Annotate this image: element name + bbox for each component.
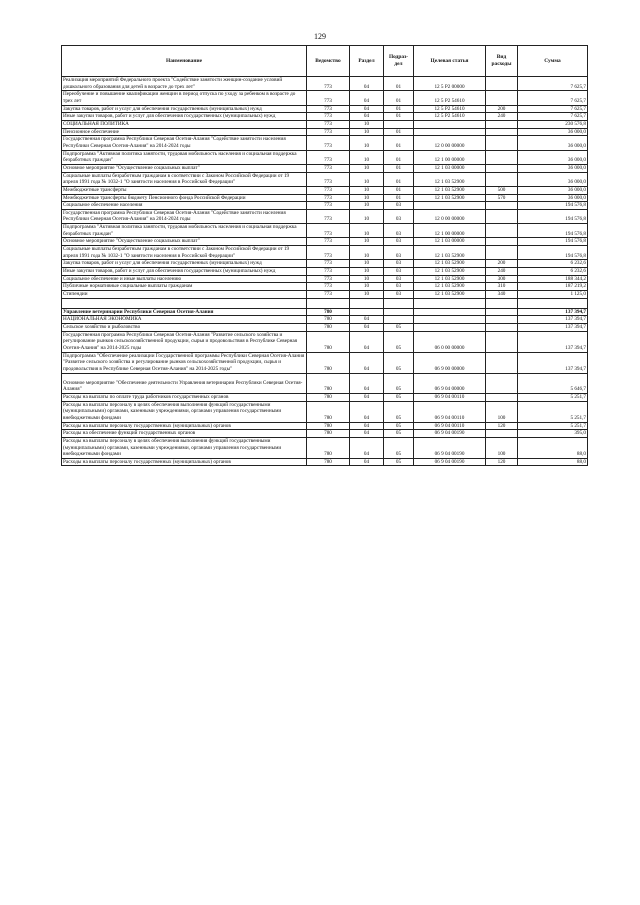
table-row <box>62 401 588 422</box>
row-sum-cell: 5 646,7 <box>518 373 588 393</box>
row-target-article-cell: 06 9 04 00190 <box>414 437 486 458</box>
row-sum-cell: 7 625,7 <box>518 91 588 105</box>
table-row <box>62 437 588 458</box>
row-vedomstvo-cell: 780 <box>307 430 350 438</box>
row-razdel-cell <box>350 298 384 308</box>
row-podrazdel-cell <box>384 120 414 128</box>
row-podrazdel-cell: 03 <box>384 268 414 276</box>
row-expense-type-cell: 120 <box>486 422 518 430</box>
row-expense-type-cell: 200 <box>486 105 518 113</box>
row-expense-type-cell: 200 <box>486 260 518 268</box>
row-vedomstvo-cell: 773 <box>307 209 350 223</box>
row-name-cell: Закупка товаров, работ и услуг для обеспечения государственных (муниципальных) нужд <box>62 260 307 268</box>
table-row <box>62 422 588 430</box>
row-vedomstvo-cell: 773 <box>307 172 350 186</box>
row-razdel-cell: 04 <box>350 324 384 332</box>
row-target-article-cell <box>414 298 486 308</box>
row-podrazdel-cell <box>384 308 414 316</box>
table-row <box>62 393 588 401</box>
row-podrazdel-cell: 03 <box>384 202 414 210</box>
row-expense-type-cell <box>486 128 518 136</box>
row-vedomstvo-cell: 780 <box>307 458 350 466</box>
row-podrazdel-cell: 03 <box>384 224 414 238</box>
row-expense-type-cell: 100 <box>486 401 518 422</box>
row-target-article-cell: 12 1 03 52900 <box>414 268 486 276</box>
table-row <box>62 105 588 113</box>
budget-table <box>61 45 588 466</box>
row-expense-type-cell: 310 <box>486 283 518 291</box>
row-razdel-cell: 10 <box>350 291 384 299</box>
row-vedomstvo-cell <box>307 298 350 308</box>
row-razdel-cell: 04 <box>350 352 384 373</box>
row-razdel-cell: 10 <box>350 136 384 150</box>
row-name-cell: Межбюджетные трансферты <box>62 186 307 194</box>
row-razdel-cell: 10 <box>350 275 384 283</box>
row-sum-cell: 395,0 <box>518 430 588 438</box>
row-sum-cell <box>518 298 588 308</box>
row-expense-type-cell <box>486 393 518 401</box>
row-razdel-cell: 10 <box>350 120 384 128</box>
row-razdel-cell: 04 <box>350 105 384 113</box>
row-vedomstvo-cell: 773 <box>307 150 350 164</box>
row-podrazdel-cell: 01 <box>384 194 414 202</box>
table-row <box>62 77 588 91</box>
row-name-cell: Основное мероприятие "Обеспечение деятельности Управления ветеринарии Республики Северная Осетия-Алания" <box>62 373 307 393</box>
row-expense-type-cell <box>486 430 518 438</box>
row-podrazdel-cell: 01 <box>384 136 414 150</box>
row-vedomstvo-cell: 773 <box>307 194 350 202</box>
header-vedomstvo: Ведомство <box>307 46 350 77</box>
row-target-article-cell: 12 1 03 52900 <box>414 283 486 291</box>
table-row <box>62 128 588 136</box>
row-razdel-cell: 04 <box>350 373 384 393</box>
table-row <box>62 308 588 316</box>
table-row <box>62 113 588 121</box>
row-sum-cell: 7 625,7 <box>518 77 588 91</box>
row-podrazdel-cell: 01 <box>384 91 414 105</box>
row-expense-type-cell <box>486 120 518 128</box>
row-name-cell: СОЦИАЛЬНАЯ ПОЛИТИКА <box>62 120 307 128</box>
row-podrazdel-cell: 05 <box>384 437 414 458</box>
row-razdel-cell: 10 <box>350 209 384 223</box>
row-sum-cell: 1 125,0 <box>518 291 588 299</box>
row-podrazdel-cell: 01 <box>384 77 414 91</box>
row-vedomstvo-cell: 780 <box>307 352 350 373</box>
row-razdel-cell: 04 <box>350 77 384 91</box>
row-name-cell: Сельское хозяйство и рыболовство <box>62 324 307 332</box>
row-vedomstvo-cell: 780 <box>307 316 350 324</box>
row-name-cell: Иные закупки товаров, работ и услуг для обеспечения государственных (муниципальных) нужд <box>62 113 307 121</box>
row-vedomstvo-cell: 780 <box>307 331 350 352</box>
table-row <box>62 260 588 268</box>
row-sum-cell: 194 576,8 <box>518 202 588 210</box>
table-row <box>62 291 588 299</box>
row-name-cell: Социальное обеспечение населения <box>62 202 307 210</box>
row-name-cell: Основное мероприятие "Осуществление социальных выплат" <box>62 164 307 172</box>
row-target-article-cell <box>414 308 486 316</box>
row-expense-type-cell <box>486 373 518 393</box>
row-podrazdel-cell: 01 <box>384 164 414 172</box>
row-name-cell: Управление ветеринарии Республики Северная Осетия-Алания <box>62 308 307 316</box>
row-podrazdel-cell <box>384 316 414 324</box>
row-vedomstvo-cell: 780 <box>307 373 350 393</box>
row-expense-type-cell <box>486 331 518 352</box>
row-expense-type-cell <box>486 316 518 324</box>
row-expense-type-cell <box>486 150 518 164</box>
row-vedomstvo-cell: 773 <box>307 275 350 283</box>
row-sum-cell: 194 576,8 <box>518 209 588 223</box>
row-razdel-cell: 10 <box>350 260 384 268</box>
row-target-article-cell <box>414 120 486 128</box>
row-sum-cell: 36 000,0 <box>518 150 588 164</box>
row-expense-type-cell <box>486 91 518 105</box>
row-target-article-cell: 12 0 00 00000 <box>414 136 486 150</box>
row-expense-type-cell <box>486 352 518 373</box>
row-vedomstvo-cell: 773 <box>307 77 350 91</box>
table-row <box>62 275 588 283</box>
row-vedomstvo-cell: 773 <box>307 246 350 260</box>
row-razdel-cell: 10 <box>350 224 384 238</box>
row-podrazdel-cell: 05 <box>384 422 414 430</box>
row-vedomstvo-cell: 780 <box>307 393 350 401</box>
table-row <box>62 458 588 466</box>
table-row <box>62 136 588 150</box>
row-expense-type-cell: 240 <box>486 268 518 276</box>
row-sum-cell: 194 576,8 <box>518 238 588 246</box>
table-row <box>62 202 588 210</box>
row-name-cell: Расходы на выплаты персоналу государственных (муниципальных) органов <box>62 458 307 466</box>
row-name-cell: Подпрограмма "Активная политика занятости, трудовая мобильность населения и социальная поддержка безработных граждан" <box>62 224 307 238</box>
row-expense-type-cell <box>486 209 518 223</box>
row-podrazdel-cell: 03 <box>384 238 414 246</box>
row-razdel-cell: 10 <box>350 186 384 194</box>
row-sum-cell: 6 232,6 <box>518 260 588 268</box>
row-expense-type-cell: 570 <box>486 194 518 202</box>
table-row <box>62 91 588 105</box>
row-vedomstvo-cell: 773 <box>307 260 350 268</box>
header-podrazdel: Подраз-дел <box>384 46 414 77</box>
row-podrazdel-cell: 05 <box>384 373 414 393</box>
row-podrazdel-cell: 03 <box>384 246 414 260</box>
row-target-article-cell: 12 5 P2 54610 <box>414 91 486 105</box>
row-razdel-cell: 04 <box>350 422 384 430</box>
row-vedomstvo-cell: 773 <box>307 91 350 105</box>
row-target-article-cell: 06 9 04 00110 <box>414 422 486 430</box>
row-target-article-cell: 12 1 03 00000 <box>414 164 486 172</box>
row-expense-type-cell <box>486 136 518 150</box>
row-razdel-cell: 10 <box>350 150 384 164</box>
row-podrazdel-cell: 01 <box>384 105 414 113</box>
table-row <box>62 172 588 186</box>
row-podrazdel-cell: 01 <box>384 172 414 186</box>
table-row <box>62 164 588 172</box>
header-name: Наименование <box>62 46 307 77</box>
row-razdel-cell: 04 <box>350 91 384 105</box>
row-razdel-cell: 10 <box>350 283 384 291</box>
row-podrazdel-cell: 03 <box>384 275 414 283</box>
row-target-article-cell <box>414 202 486 210</box>
row-name-cell: Расходы на обеспечение функций государственных органов <box>62 430 307 438</box>
row-razdel-cell: 04 <box>350 430 384 438</box>
row-vedomstvo-cell: 773 <box>307 128 350 136</box>
row-vedomstvo-cell: 773 <box>307 291 350 299</box>
table-row <box>62 298 588 308</box>
row-podrazdel-cell: 05 <box>384 331 414 352</box>
row-target-article-cell <box>414 324 486 332</box>
row-target-article-cell: 06 9 04 00110 <box>414 401 486 422</box>
row-target-article-cell: 06 9 04 00110 <box>414 393 486 401</box>
row-name-cell: Подпрограмма "Активная политика занятости, трудовая мобильность населения и социальная поддержка безработных граждан" <box>62 150 307 164</box>
row-sum-cell: 194 576,8 <box>518 246 588 260</box>
row-expense-type-cell: 120 <box>486 458 518 466</box>
table-row <box>62 120 588 128</box>
row-podrazdel-cell: 03 <box>384 283 414 291</box>
row-podrazdel-cell: 05 <box>384 393 414 401</box>
table-row <box>62 352 588 373</box>
row-expense-type-cell: 240 <box>486 113 518 121</box>
row-vedomstvo-cell: 773 <box>307 105 350 113</box>
row-podrazdel-cell <box>384 298 414 308</box>
row-vedomstvo-cell: 773 <box>307 164 350 172</box>
header-sum: Сумма <box>518 46 588 77</box>
row-name-cell: Закупка товаров, работ и услуг для обеспечения государственных (муниципальных) нужд <box>62 105 307 113</box>
row-target-article-cell: 06 9 04 00000 <box>414 373 486 393</box>
row-sum-cell: 7 625,7 <box>518 113 588 121</box>
row-name-cell: Подпрограмма "Обеспечение реализации Государственной программы Республики Северная Осетия-Алания "Развитие сельского хозяйства и регулирование рынков сельскохозяйственной продукции, сырья и продовольствия в Республике Северная Осетия-Алания" на 2014-2025 годы" <box>62 352 307 373</box>
table-row <box>62 331 588 352</box>
row-vedomstvo-cell: 773 <box>307 224 350 238</box>
row-name-cell: Расходы на выплаты персоналу в целях обеспечения выполнения функций государственными (муниципальными) органами, казенными учреждениями, органами управления государственными внебюджетными фондами <box>62 401 307 422</box>
row-name-cell: Пенсионное обеспечение <box>62 128 307 136</box>
table-row <box>62 430 588 438</box>
row-vedomstvo-cell: 773 <box>307 238 350 246</box>
row-sum-cell: 36 000,0 <box>518 128 588 136</box>
row-vedomstvo-cell: 780 <box>307 437 350 458</box>
table-row <box>62 324 588 332</box>
row-target-article-cell: 12 5 P2 54610 <box>414 113 486 121</box>
row-sum-cell: 230 576,8 <box>518 120 588 128</box>
table-row <box>62 209 588 223</box>
table-row <box>62 186 588 194</box>
row-vedomstvo-cell: 773 <box>307 186 350 194</box>
row-target-article-cell: 12 1 03 52900 <box>414 291 486 299</box>
row-podrazdel-cell: 03 <box>384 260 414 268</box>
table-row <box>62 194 588 202</box>
row-sum-cell: 194 576,8 <box>518 224 588 238</box>
table-row <box>62 238 588 246</box>
row-name-cell: Государственная программа Республики Северная Осетия-Алания "Развитие сельского хозяйства и регулирование рынков сельскохозяйственной продукции, сырья и продовольствия в Республике Северная Осетия-Алания" на 2014-2025 годы <box>62 331 307 352</box>
row-expense-type-cell: 340 <box>486 291 518 299</box>
table-row <box>62 246 588 260</box>
row-expense-type-cell <box>486 298 518 308</box>
row-expense-type-cell: 300 <box>486 275 518 283</box>
row-sum-cell: 88,0 <box>518 437 588 458</box>
row-sum-cell: 7 625,7 <box>518 105 588 113</box>
row-sum-cell: 188 344,2 <box>518 275 588 283</box>
row-name-cell: Основное мероприятие "Осуществление социальных выплат" <box>62 238 307 246</box>
row-razdel-cell: 04 <box>350 113 384 121</box>
row-podrazdel-cell: 05 <box>384 352 414 373</box>
row-target-article-cell: 12 1 03 52900 <box>414 260 486 268</box>
row-vedomstvo-cell: 780 <box>307 324 350 332</box>
row-target-article-cell <box>414 128 486 136</box>
row-expense-type-cell <box>486 202 518 210</box>
row-podrazdel-cell: 03 <box>384 291 414 299</box>
row-name-cell: Расходы на выплаты персоналу государственных (муниципальных) органов <box>62 422 307 430</box>
row-expense-type-cell <box>486 324 518 332</box>
row-sum-cell: 5 251,7 <box>518 393 588 401</box>
row-razdel-cell: 10 <box>350 194 384 202</box>
row-podrazdel-cell: 01 <box>384 186 414 194</box>
row-name-cell: Межбюджетные трансферты бюджету Пенсионного фонда Российской Федерации <box>62 194 307 202</box>
row-name-cell: Социальные выплаты безработным гражданам в соответствии с Законом Российской Федерации от 19 апреля 1991 года № 1032-1 "О занятости населения в Российской Федерации" <box>62 246 307 260</box>
row-target-article-cell: 12 5 P2 54610 <box>414 105 486 113</box>
header-expense-type: Вид расходы <box>486 46 518 77</box>
row-vedomstvo-cell: 780 <box>307 401 350 422</box>
row-razdel-cell: 10 <box>350 164 384 172</box>
row-expense-type-cell <box>486 164 518 172</box>
row-sum-cell: 137 394,7 <box>518 352 588 373</box>
row-sum-cell: 137 394,7 <box>518 316 588 324</box>
row-name-cell: Государственная программа Республики Северная Осетия-Алания "Содействие занятости населения Республики Северная Осетия-Алания" на 2014-2024 годы <box>62 209 307 223</box>
row-expense-type-cell <box>486 308 518 316</box>
row-sum-cell: 137 394,7 <box>518 331 588 352</box>
row-target-article-cell: 12 1 03 52900 <box>414 186 486 194</box>
row-name-cell: Социальные выплаты безработным гражданам в соответствии с Законом Российской Федерации от 19 апреля 1991 года № 1032-1 "О занятости населения в Российской Федерации" <box>62 172 307 186</box>
table-header-row <box>62 46 588 77</box>
row-sum-cell: 187 219,2 <box>518 283 588 291</box>
row-sum-cell: 137 394,7 <box>518 308 588 316</box>
row-vedomstvo-cell: 773 <box>307 136 350 150</box>
row-razdel-cell: 04 <box>350 458 384 466</box>
row-razdel-cell: 10 <box>350 238 384 246</box>
row-razdel-cell: 04 <box>350 437 384 458</box>
row-vedomstvo-cell: 780 <box>307 422 350 430</box>
row-target-article-cell: 12 1 00 00000 <box>414 150 486 164</box>
row-razdel-cell: 04 <box>350 401 384 422</box>
row-razdel-cell: 10 <box>350 172 384 186</box>
row-name-cell: Иные закупки товаров, работ и услуг для обеспечения государственных (муниципальных) нужд <box>62 268 307 276</box>
row-target-article-cell <box>414 316 486 324</box>
row-expense-type-cell <box>486 172 518 186</box>
row-sum-cell: 6 232,6 <box>518 268 588 276</box>
row-target-article-cell: 06 9 00 00000 <box>414 352 486 373</box>
row-target-article-cell: 06 9 04 00190 <box>414 430 486 438</box>
row-expense-type-cell <box>486 238 518 246</box>
row-sum-cell: 88,0 <box>518 458 588 466</box>
row-razdel-cell: 10 <box>350 268 384 276</box>
header-target-article: Целевая статья <box>414 46 486 77</box>
row-sum-cell: 5 251,7 <box>518 401 588 422</box>
row-target-article-cell: 12 1 00 00000 <box>414 224 486 238</box>
row-sum-cell: 36 000,0 <box>518 172 588 186</box>
row-vedomstvo-cell: 773 <box>307 202 350 210</box>
row-name-cell: Публичные нормативные социальные выплаты гражданам <box>62 283 307 291</box>
page-number: 129 <box>314 32 326 41</box>
row-target-article-cell: 06 9 04 00190 <box>414 458 486 466</box>
row-name-cell: Государственная программа Республики Северная Осетия-Алания "Содействие занятости населения Республики Северная Осетия-Алания" на 2014-2024 годы <box>62 136 307 150</box>
row-name-cell: Реализация мероприятий Федерального проекта "Содействие занятости женщин-создание условий дошкольного образования для детей в возрасте до трех лет" <box>62 77 307 91</box>
row-expense-type-cell <box>486 224 518 238</box>
row-expense-type-cell: 100 <box>486 437 518 458</box>
row-podrazdel-cell: 01 <box>384 113 414 121</box>
row-name-cell: НАЦИОНАЛЬНАЯ ЭКОНОМИКА <box>62 316 307 324</box>
row-target-article-cell: 12 1 03 52900 <box>414 275 486 283</box>
row-expense-type-cell <box>486 246 518 260</box>
row-razdel-cell: 04 <box>350 393 384 401</box>
table-row <box>62 224 588 238</box>
row-podrazdel-cell: 03 <box>384 209 414 223</box>
row-target-article-cell: 12 1 03 52900 <box>414 246 486 260</box>
row-target-article-cell: 12 1 03 52900 <box>414 172 486 186</box>
table-row <box>62 373 588 393</box>
row-razdel-cell: 10 <box>350 246 384 260</box>
row-vedomstvo-cell: 773 <box>307 268 350 276</box>
row-razdel-cell: 04 <box>350 316 384 324</box>
row-sum-cell: 36 000,0 <box>518 136 588 150</box>
row-name-cell: Расходы на выплаты по оплате труда работников государственных органов <box>62 393 307 401</box>
row-name-cell: Расходы на выплаты персоналу в целях обеспечения выполнения функций государственными (муниципальными) органами, казенными учреждениями, органами управления государственными внебюджетными фондами <box>62 437 307 458</box>
row-vedomstvo-cell: 773 <box>307 120 350 128</box>
row-vedomstvo-cell: 773 <box>307 113 350 121</box>
row-razdel-cell: 04 <box>350 331 384 352</box>
table-row <box>62 316 588 324</box>
row-podrazdel-cell: 01 <box>384 150 414 164</box>
row-target-article-cell: 12 1 03 00000 <box>414 238 486 246</box>
row-sum-cell: 36 000,0 <box>518 194 588 202</box>
row-podrazdel-cell: 05 <box>384 324 414 332</box>
row-expense-type-cell: 500 <box>486 186 518 194</box>
row-sum-cell: 36 000,0 <box>518 164 588 172</box>
row-sum-cell: 5 251,7 <box>518 422 588 430</box>
row-vedomstvo-cell: 773 <box>307 283 350 291</box>
row-name-cell: Переобучение и повышение квалификации женщин в период отпуска по уходу за ребенком в возрасте до трех лет <box>62 91 307 105</box>
row-podrazdel-cell: 01 <box>384 128 414 136</box>
row-podrazdel-cell: 05 <box>384 401 414 422</box>
row-razdel-cell: 10 <box>350 202 384 210</box>
row-sum-cell: 137 394,7 <box>518 324 588 332</box>
table-row <box>62 283 588 291</box>
row-name-cell: Социальное обеспечение и иные выплаты населению <box>62 275 307 283</box>
header-razdel: Раздел <box>350 46 384 77</box>
row-razdel-cell: 10 <box>350 128 384 136</box>
row-target-article-cell: 12 5 P2 00000 <box>414 77 486 91</box>
row-name-cell: Стипендии <box>62 291 307 299</box>
row-razdel-cell <box>350 308 384 316</box>
row-target-article-cell: 06 0 00 00000 <box>414 331 486 352</box>
row-name-cell <box>62 298 307 308</box>
row-podrazdel-cell: 05 <box>384 430 414 438</box>
row-target-article-cell: 12 1 03 52900 <box>414 194 486 202</box>
row-vedomstvo-cell: 780 <box>307 308 350 316</box>
row-expense-type-cell <box>486 77 518 91</box>
row-target-article-cell: 12 0 00 00000 <box>414 209 486 223</box>
table-row <box>62 150 588 164</box>
row-podrazdel-cell: 05 <box>384 458 414 466</box>
table-row <box>62 268 588 276</box>
row-sum-cell: 36 000,0 <box>518 186 588 194</box>
